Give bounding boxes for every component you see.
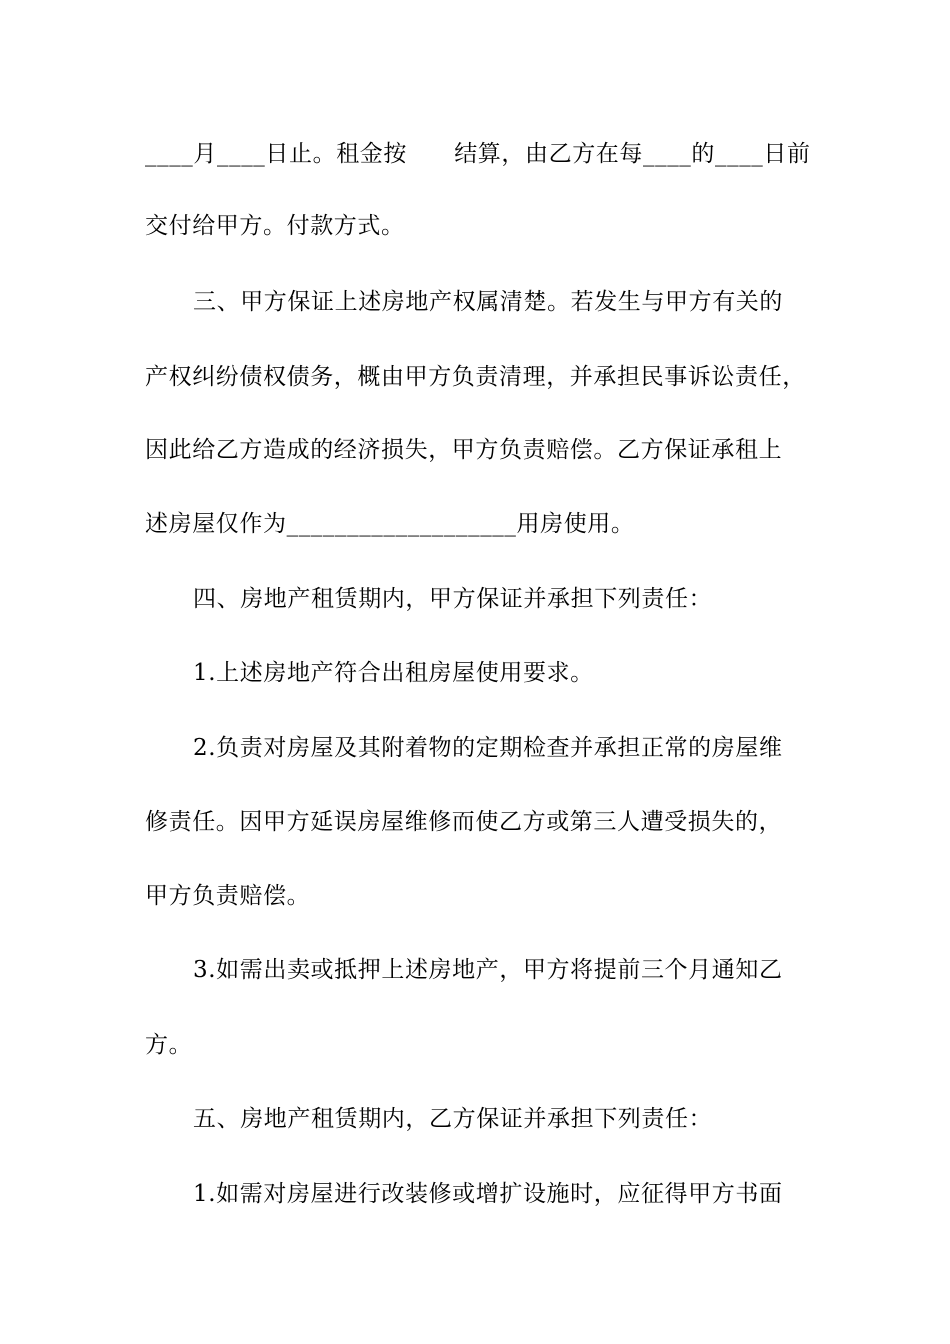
list-item: 1.如需对房屋进行改装修或增扩设施时，应征得甲方书面 (193, 1181, 783, 1207)
paragraph-3-start: 三、甲方保证上述房地产权属清楚。若发生与甲方有关的 (193, 289, 783, 315)
text-line: 方。 (145, 1032, 193, 1058)
list-item: 1.上述房地产符合出租房屋使用要求。 (193, 660, 594, 686)
text-line: 修责任。因甲方延误房屋维修而使乙方或第三人遭受损失的， (145, 809, 783, 835)
text-line: ____月____日止。租金按 结算，由乙方在每____的____日前 (145, 141, 811, 167)
text-line: 产权纠纷债权债务，概由甲方负责清理，并承担民事诉讼责任， (145, 364, 806, 390)
list-item: 3.如需出卖或抵押上述房地产，甲方将提前三个月通知乙 (193, 957, 783, 983)
text-line: 述房屋仅作为___________________用房使用。 (145, 511, 635, 537)
text-line: 甲方负责赔偿。 (145, 883, 311, 909)
list-item: 2.负责对房屋及其附着物的定期检查并承担正常的房屋维 (193, 735, 783, 761)
paragraph-5-start: 五、房地产租赁期内，乙方保证并承担下列责任： (193, 1106, 713, 1132)
text-line: 因此给乙方造成的经济损失，甲方负责赔偿。乙方保证承租上 (145, 437, 783, 463)
text-line: 交付给甲方。付款方式。 (145, 213, 405, 239)
paragraph-4-start: 四、房地产租赁期内，甲方保证并承担下列责任： (193, 586, 713, 612)
